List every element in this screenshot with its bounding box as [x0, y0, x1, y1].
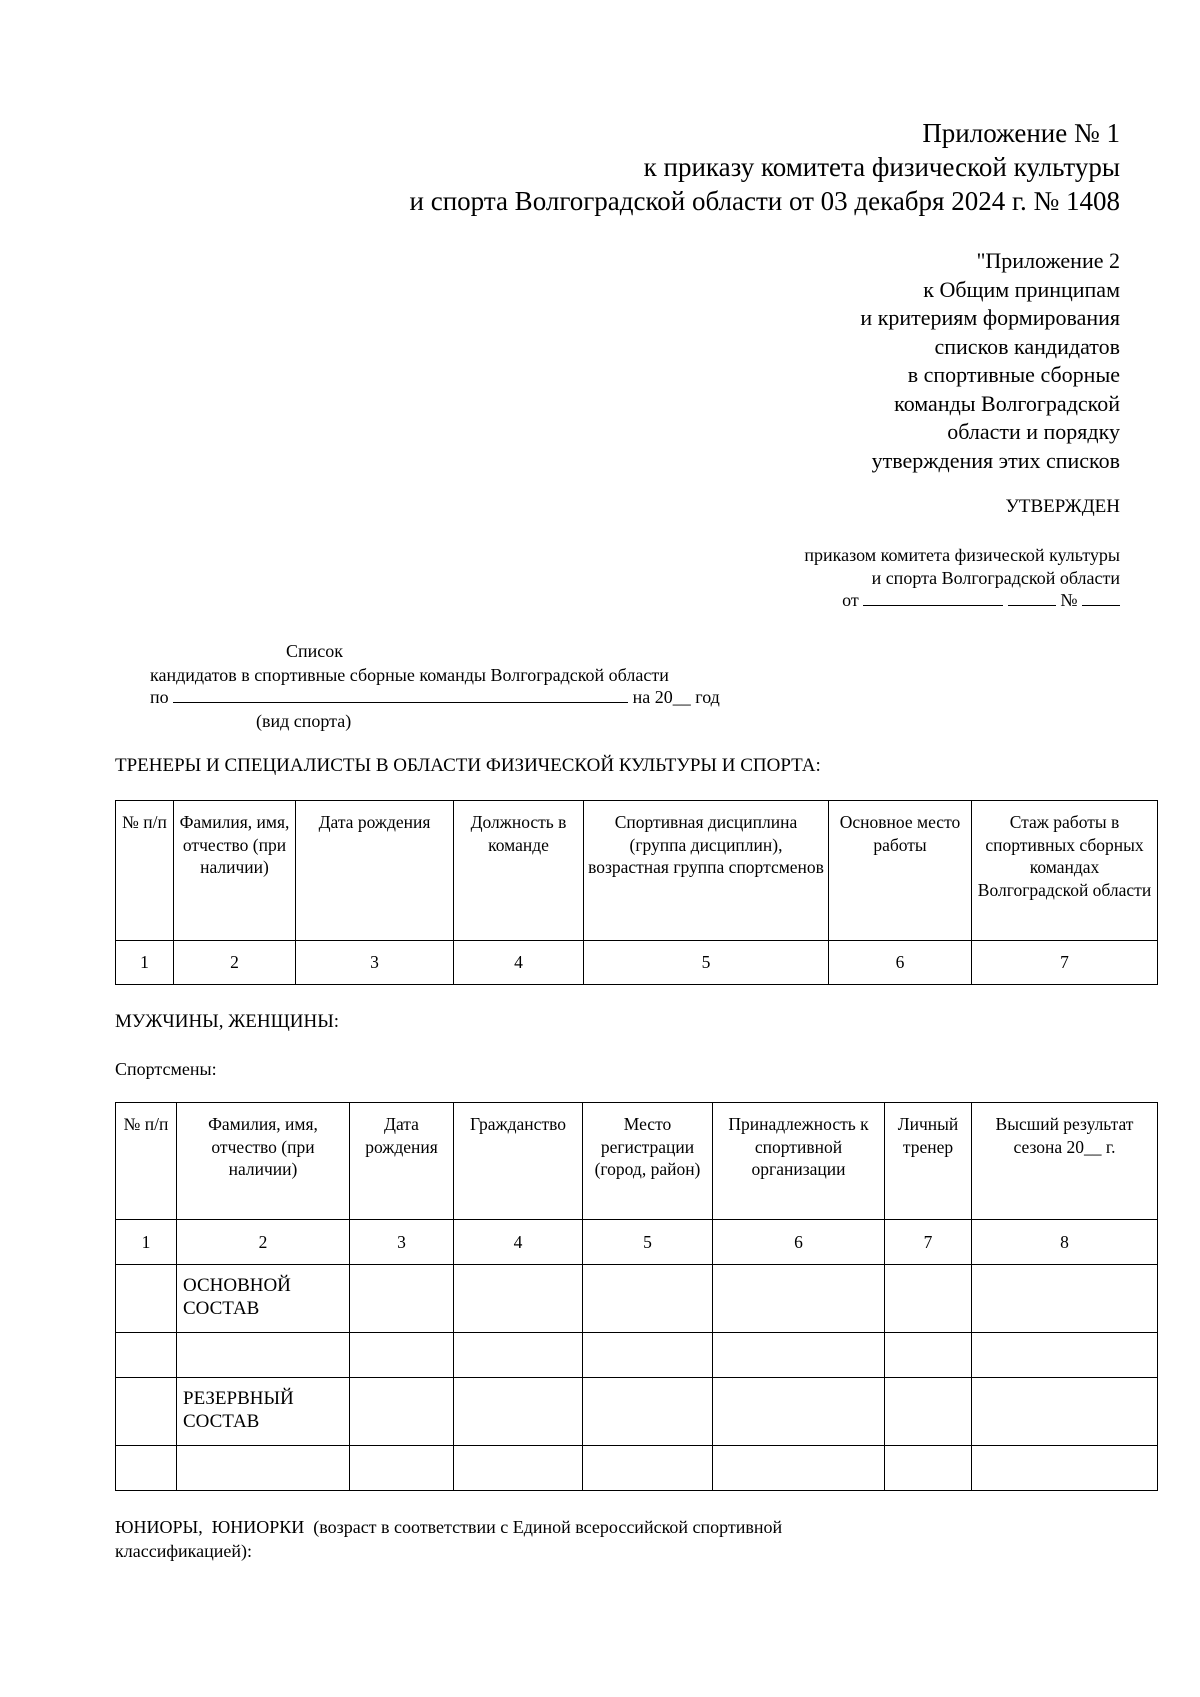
approved-label: УТВЕРЖДЕН [1005, 496, 1120, 517]
header-cell: Личный тренер [885, 1103, 972, 1220]
column-number: 2 [174, 941, 296, 985]
order-date-blank [863, 589, 1003, 606]
table-cell [885, 1446, 972, 1491]
principles-line: и критериям формирования [860, 305, 1120, 330]
table-cell [885, 1333, 972, 1378]
column-number: 6 [829, 941, 972, 985]
principles-line: в спортивные сборные [907, 362, 1120, 387]
table-cell [972, 1378, 1158, 1446]
table-cell [177, 1446, 350, 1491]
reserve-squad-row [116, 1378, 1158, 1446]
main-squad-label: ОСНОВНОЙ СОСТАВ [177, 1265, 350, 1333]
column-number: 2 [177, 1220, 350, 1265]
column-number: 7 [972, 941, 1158, 985]
order-date-line [804, 589, 1120, 612]
list-subtitle: кандидатов в спортивные сборные команды Волгоградской области [150, 665, 669, 685]
table-cell [713, 1265, 885, 1333]
reserve-squad-label: РЕЗЕРВНЫЙ СОСТАВ [177, 1378, 350, 1446]
juniors-heading-cont: классификацией): [115, 1541, 252, 1561]
by-label: по [150, 687, 169, 707]
table-cell [583, 1333, 713, 1378]
order-line: приказом комитета физической культуры [804, 545, 1120, 565]
principles-header [860, 247, 1120, 475]
column-number: 4 [454, 941, 584, 985]
table-header-row [116, 801, 1158, 941]
table-cell [583, 1378, 713, 1446]
header-cell: Принадлежность к спортивной организации [713, 1103, 885, 1220]
header-cell: Фамилия, имя, отчество (при наличии) [174, 801, 296, 941]
table-cell [454, 1446, 583, 1491]
column-number: 4 [454, 1220, 583, 1265]
header-cell: № п/п [116, 1103, 177, 1220]
table-number-row [116, 941, 1158, 985]
header-cell: Стаж работы в спортивных сборных командах Волгоградской области [972, 801, 1158, 941]
juniors-heading: ЮНИОРЫ, ЮНИОРКИ (возраст в соответствии с Единой всероссийской спортивной [115, 1517, 783, 1537]
table-cell [350, 1333, 454, 1378]
table-cell [713, 1446, 885, 1491]
column-number: 3 [350, 1220, 454, 1265]
order-block [804, 544, 1120, 612]
column-number: 7 [885, 1220, 972, 1265]
appendix-line: и спорта Волгоградской области от 03 декабря 2024 г. № 1408 [409, 186, 1120, 216]
table-cell [116, 1333, 177, 1378]
men-women-heading: МУЖЧИНЫ, ЖЕНЩИНЫ: [115, 1011, 340, 1032]
order-number-blank [1082, 589, 1120, 606]
order-no-label: № [1060, 590, 1078, 610]
order-from-label: от [842, 590, 859, 610]
header-cell: Дата рождения [296, 801, 454, 941]
sport-line [150, 686, 720, 708]
header-cell: Дата рождения [350, 1103, 454, 1220]
year-label: на 20__ год [632, 687, 720, 707]
table-cell [972, 1333, 1158, 1378]
table-cell [350, 1446, 454, 1491]
table-cell [454, 1265, 583, 1333]
table-cell [116, 1446, 177, 1491]
column-number: 5 [584, 941, 829, 985]
column-number: 1 [116, 941, 174, 985]
appendix-header [410, 116, 1120, 218]
table-cell [116, 1265, 177, 1333]
header-cell: № п/п [116, 801, 174, 941]
header-cell: Место регистрации (город, район) [583, 1103, 713, 1220]
table-cell [972, 1265, 1158, 1333]
principles-line: команды Волгоградской [894, 390, 1120, 416]
table-number-row [116, 1220, 1158, 1265]
principles-line: "Приложение 2 [976, 248, 1120, 273]
appendix-line: к приказу комитета физической культуры [643, 152, 1120, 182]
table-cell [350, 1378, 454, 1446]
coaches-heading: ТРЕНЕРЫ И СПЕЦИАЛИСТЫ В ОБЛАСТИ ФИЗИЧЕСКОЙ КУЛЬТУРЫ И СПОРТА: [115, 755, 821, 776]
table-cell [885, 1265, 972, 1333]
table-cell [177, 1333, 350, 1378]
table-cell [350, 1265, 454, 1333]
table-cell [583, 1265, 713, 1333]
column-number: 6 [713, 1220, 885, 1265]
table-row [116, 1446, 1158, 1491]
sport-blank [173, 686, 628, 703]
header-cell: Высший результат сезона 20__ г. [972, 1103, 1158, 1220]
table-cell [972, 1446, 1158, 1491]
principles-line: списков кандидатов [934, 333, 1120, 359]
appendix-line: Приложение № 1 [922, 118, 1120, 148]
athletes-heading: Спортсмены: [115, 1059, 217, 1079]
order-year-blank [1008, 589, 1056, 606]
header-cell: Гражданство [454, 1103, 583, 1220]
column-number: 5 [583, 1220, 713, 1265]
sport-caption: (вид спорта) [256, 711, 352, 731]
table-cell [583, 1446, 713, 1491]
table-cell [454, 1378, 583, 1446]
athletes-table [115, 1102, 1158, 1491]
main-squad-row [116, 1265, 1158, 1333]
column-number: 1 [116, 1220, 177, 1265]
header-cell: Спортивная дисциплина (группа дисциплин), возрастная группа спортсменов [584, 801, 829, 941]
coaches-table [115, 800, 1158, 985]
table-cell [713, 1333, 885, 1378]
list-title: Список [286, 641, 344, 661]
table-row [116, 1333, 1158, 1378]
column-number: 8 [972, 1220, 1158, 1265]
order-line: и спорта Волгоградской области [871, 567, 1120, 588]
principles-line: утверждения этих списков [871, 447, 1120, 473]
header-cell: Должность в команде [454, 801, 584, 941]
header-cell: Основное место работы [829, 801, 972, 941]
table-header-row [116, 1103, 1158, 1220]
header-cell: Фамилия, имя, отчество (при наличии) [177, 1103, 350, 1220]
table-cell [116, 1378, 177, 1446]
table-cell [713, 1378, 885, 1446]
table-cell [454, 1333, 583, 1378]
principles-line: к Общим принципам [923, 276, 1120, 302]
principles-line: области и порядку [947, 419, 1120, 444]
column-number: 3 [296, 941, 454, 985]
table-cell [885, 1378, 972, 1446]
